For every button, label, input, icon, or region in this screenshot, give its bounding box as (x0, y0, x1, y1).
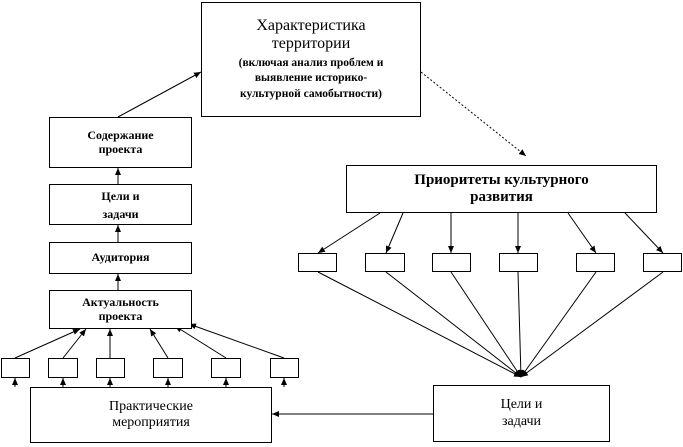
audience-box (49, 242, 192, 274)
arrow-l2-to-relevance (63, 329, 86, 358)
project-content-line1: Содержание (87, 127, 154, 142)
arrow-priorities-to-r6 (625, 213, 663, 253)
priorities-box (346, 165, 657, 213)
territory-subtitle-line3: культурной самобытности) (240, 87, 382, 100)
territory-subtitle-line2: выявление историко- (254, 72, 368, 85)
arrow-r4-to-goals (518, 272, 521, 377)
arrow-territory-to-priorities (421, 72, 526, 156)
priorities-line2: развития (470, 189, 533, 205)
priorities-line1: Приоритеты культурного (414, 171, 589, 188)
measure-box-1 (1, 358, 30, 378)
priority-box-3 (432, 253, 471, 272)
territory-subtitle-line1: (включая анализ проблем и (238, 56, 384, 69)
project-content-line2: проекта (98, 141, 143, 156)
arrow-r5-to-goals (521, 272, 596, 377)
goals-right-line1: Цели и (500, 397, 543, 413)
arrow-priorities-to-r2 (386, 213, 403, 253)
measure-box-2 (48, 358, 78, 378)
arrow-priorities-to-r5 (568, 213, 596, 253)
audience-label: Аудитория (91, 250, 150, 265)
arrow-l5-to-relevance (175, 326, 226, 358)
arrow-r6-to-goals (521, 272, 663, 377)
priority-box-1 (298, 253, 337, 272)
relevance-line1: Актуальность (82, 294, 159, 309)
arrow-r2-to-goals (386, 272, 521, 377)
measure-box-6 (270, 358, 299, 378)
territory-title-line2: территории (271, 35, 351, 53)
measure-box-5 (211, 358, 241, 378)
arrow-priorities-to-r1 (318, 213, 380, 253)
practical-line2: мероприятия (112, 415, 190, 430)
arrow-l4-to-relevance (150, 329, 168, 358)
arrow-l1-to-relevance (15, 329, 80, 358)
practical-measures-box (30, 387, 272, 443)
measure-box-4 (153, 358, 183, 378)
relevance-line2: проекта (98, 308, 143, 323)
arrow-r3-to-goals (451, 272, 521, 377)
project-content-box (49, 117, 192, 168)
goals-left-line2: задачи (102, 206, 139, 221)
goals-left-line1: Цели и (101, 188, 140, 203)
goals-left-box (49, 184, 192, 225)
arrow-content-to-territory (118, 72, 201, 117)
priority-box-2 (365, 253, 405, 272)
priority-box-6 (643, 253, 682, 272)
practical-line1: Практические (109, 398, 193, 414)
relevance-box (49, 290, 192, 329)
arrow-l6-to-relevance (189, 324, 284, 358)
priority-box-5 (576, 253, 615, 272)
goals-right-box (433, 385, 610, 442)
territory-box (201, 2, 421, 117)
arrow-r1-to-goals (318, 272, 521, 377)
territory-title-line1: Характеристика (256, 16, 366, 34)
goals-right-line2: задачи (501, 413, 542, 429)
priority-box-4 (499, 253, 538, 272)
measure-box-3 (96, 358, 125, 378)
